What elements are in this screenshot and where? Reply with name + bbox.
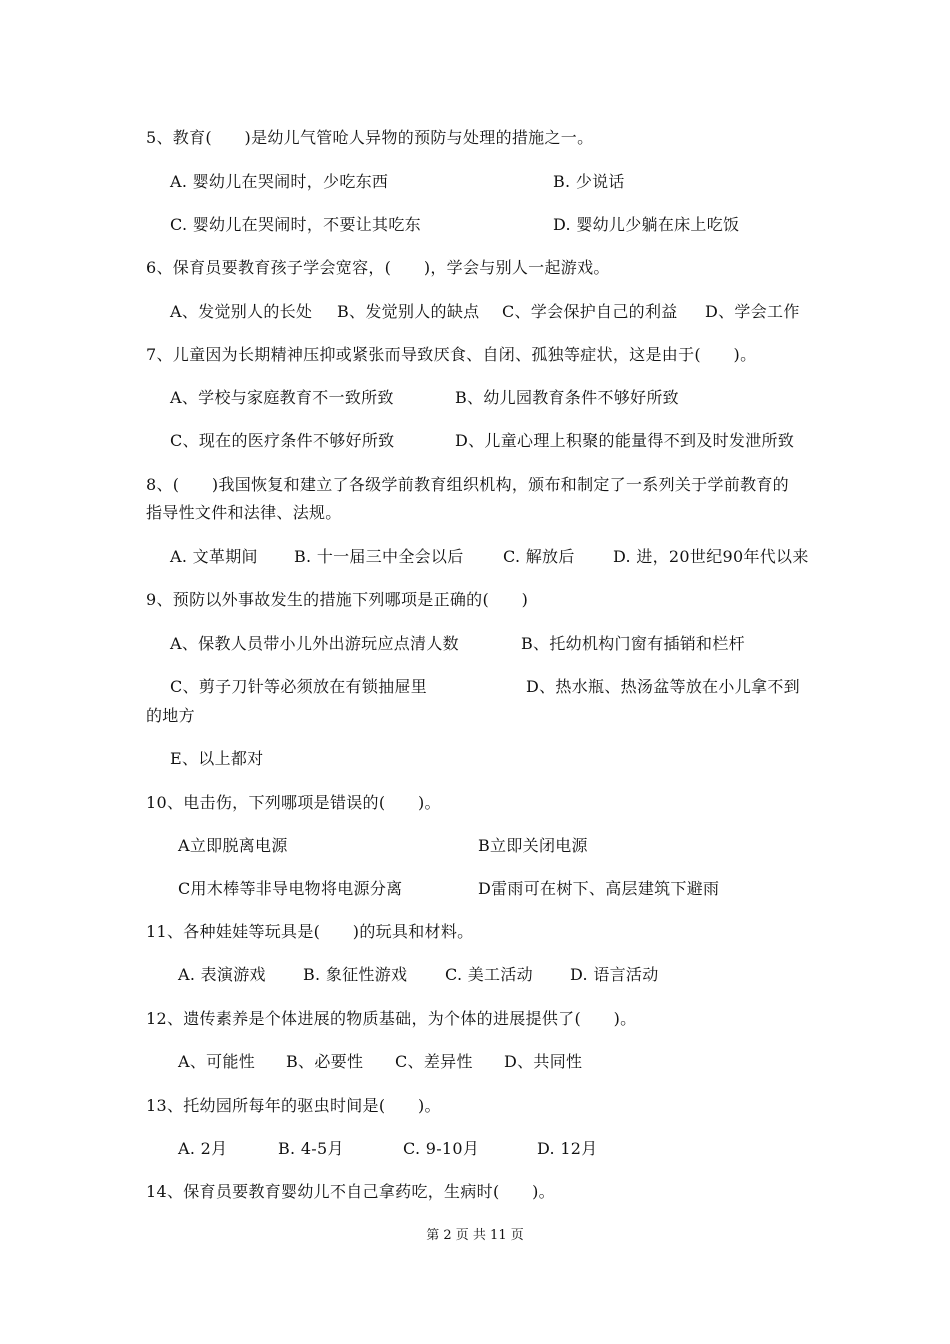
question-12-option-d: D、共同性 <box>504 1052 583 1071</box>
question-10-option-a: A立即脱离电源 <box>178 836 288 855</box>
question-7-option-c: C、现在的医疗条件不够好所致 <box>170 431 395 450</box>
question-9-option-c: C、剪子刀针等必须放在有锁抽屉里 <box>170 677 428 696</box>
question-5-stem: 5、教育( )是幼儿气管呛人异物的预防与处理的措施之一。 <box>146 128 594 147</box>
question-9-stem: 9、预防以外事故发生的措施下列哪项是正确的( ) <box>146 590 529 609</box>
question-10-stem: 10、电击伤，下列哪项是错误的( )。 <box>146 793 441 812</box>
question-5-option-d: D. 婴幼儿少躺在床上吃饭 <box>553 215 740 234</box>
question-9-option-a: A、保教人员带小儿外出游玩应点清人数 <box>170 634 459 653</box>
question-10-option-c: C用木棒等非导电物将电源分离 <box>178 879 403 898</box>
question-6-option-a: A、发觉别人的长处 <box>170 302 313 321</box>
page-number-footer: 第 2 页 共 11 页 <box>426 1228 524 1243</box>
question-11-option-c: C. 美工活动 <box>445 965 533 984</box>
question-8-option-a: A. 文革期间 <box>170 547 258 566</box>
question-9-option-d: D、热水瓶、热汤盆等放在小儿拿不到 <box>526 677 800 696</box>
question-7-option-d: D、儿童心理上积聚的能量得不到及时发泄所致 <box>455 431 795 450</box>
question-5-option-b: B. 少说话 <box>553 172 625 191</box>
question-7-option-b: B、幼儿园教育条件不够好所致 <box>455 388 679 407</box>
question-9-option-e: E、以上都对 <box>170 749 264 768</box>
question-14-stem: 14、保育员要教育婴幼儿不自己拿药吃，生病时( )。 <box>146 1182 555 1201</box>
question-8-stem-line-1: 8、( )我国恢复和建立了各级学前教育组织机构，颁布和制定了一系列关于学前教育的 <box>146 475 789 494</box>
question-7-stem: 7、儿童因为长期精神压抑或紧张而导致厌食、自闭、孤独等症状，这是由于( )。 <box>146 345 757 364</box>
question-10-option-b: B立即关闭电源 <box>478 836 588 855</box>
question-5-option-a: A. 婴幼儿在哭闹时，少吃东西 <box>170 172 389 191</box>
question-12-option-a: A、可能性 <box>178 1052 256 1071</box>
question-9-option-d-continued: 的地方 <box>146 706 195 725</box>
question-11-option-d: D. 语言活动 <box>570 965 659 984</box>
question-12-option-c: C、差异性 <box>395 1052 473 1071</box>
question-12-stem: 12、遗传素养是个体进展的物质基础，为个体的进展提供了( )。 <box>146 1009 637 1028</box>
question-13-stem: 13、托幼园所每年的驱虫时间是( )。 <box>146 1096 441 1115</box>
question-5-option-c: C. 婴幼儿在哭闹时，不要让其吃东 <box>170 215 421 234</box>
question-13-option-c: C. 9-10月 <box>403 1139 480 1158</box>
question-11-stem: 11、各种娃娃等玩具是( )的玩具和材料。 <box>146 922 474 941</box>
question-8-option-d: D. 进，20世纪90年代以来 <box>613 547 809 566</box>
question-13-option-d: D. 12月 <box>537 1139 598 1158</box>
question-13-option-b: B. 4-5月 <box>278 1139 344 1158</box>
question-11-option-a: A. 表演游戏 <box>178 965 266 984</box>
question-8-option-b: B. 十一届三中全会以后 <box>294 547 464 566</box>
question-6-option-c: C、学会保护自己的利益 <box>502 302 678 321</box>
question-9-option-b: B、托幼机构门窗有插销和栏杆 <box>521 634 745 653</box>
question-8-stem-line-2: 指导性文件和法律、法规。 <box>146 503 342 522</box>
question-13-option-a: A. 2月 <box>178 1139 228 1158</box>
question-6-stem: 6、保育员要教育孩子学会宽容，( )，学会与别人一起游戏。 <box>146 258 610 277</box>
question-10-option-d: D雷雨可在树下、高层建筑下避雨 <box>478 879 720 898</box>
question-7-option-a: A、学校与家庭教育不一致所致 <box>170 388 394 407</box>
question-8-option-c: C. 解放后 <box>503 547 575 566</box>
question-6-option-b: B、发觉别人的缺点 <box>337 302 480 321</box>
question-12-option-b: B、必要性 <box>286 1052 364 1071</box>
question-11-option-b: B. 象征性游戏 <box>303 965 408 984</box>
question-6-option-d: D、学会工作 <box>705 302 800 321</box>
